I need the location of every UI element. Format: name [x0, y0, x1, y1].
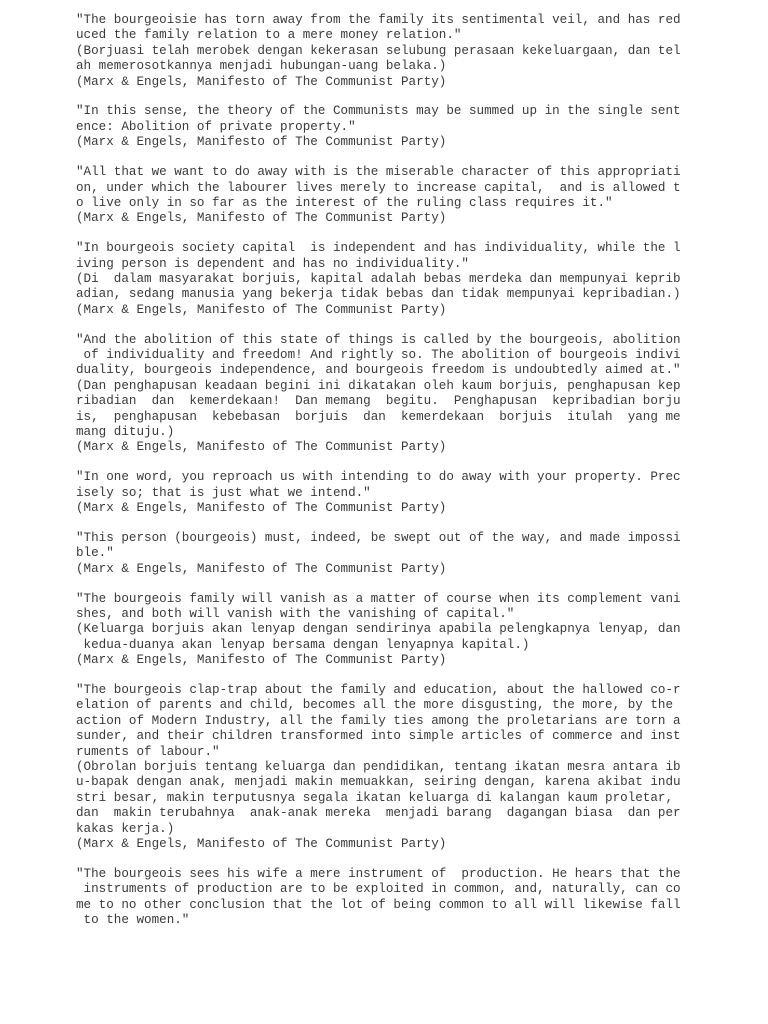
text-line: elation of parents and child, becomes all the more disgusting, the more, by the [76, 698, 674, 713]
text-line: "The bourgeois clap-trap about the family and education, about the hallowed co-r [76, 683, 681, 698]
text-line: dan makin terubahnya anak-anak mereka menjadi barang dagangan biasa dan per [76, 806, 681, 821]
text-line: "In one word, you reproach us with intending to do away with your property. Prec [76, 470, 681, 485]
text-line: on, under which the labourer lives merely to increase capital, and is allowed t [76, 180, 681, 195]
text-line: sunder, and their children transformed into simple articles of commerce and inst [76, 729, 681, 744]
text-line: (Di dalam masyarakat borjuis, kapital adalah bebas merdeka dan mempunyai keprib [76, 271, 681, 286]
text-line: (Borjuasi telah merobek dengan kekerasan selubung perasaan kekeluargaan, dan tel [76, 43, 681, 58]
text-line: is, penghapusan kebebasan borjuis dan kemerdekaan borjuis itulah yang me [76, 409, 681, 424]
text-line: kedua-duanya akan lenyap bersama dengan lenyapnya kapital.) [76, 637, 530, 652]
quote-block [76, 13, 696, 90]
text-line: uced the family relation to a mere money relation." [76, 28, 462, 43]
text-line: me to no other conclusion that the lot of being common to all will likewise fall [76, 897, 681, 912]
text-line: shes, and both will vanish with the vanishing of capital." [76, 607, 515, 621]
text-line: isely so; that is just what we intend." [76, 485, 371, 500]
text-line: mang dituju.) [76, 424, 175, 439]
text-line: (Marx & Engels, Manifesto of The Communist Party) [76, 211, 447, 226]
quote-block [76, 333, 696, 456]
quote-block [76, 241, 696, 318]
text-line: ble." [76, 546, 114, 561]
text-line: (Marx & Engels, Manifesto of The Communist Party) [76, 74, 447, 89]
text-line: action of Modern Industry, all the family ties among the proletarians are torn a [76, 713, 681, 728]
quote-block [76, 683, 696, 852]
text-line: ence: Abolition of private property." [76, 119, 356, 134]
text-line: "And the abolition of this state of things is called by the bourgeois, abolition [76, 332, 681, 347]
text-line: "In bourgeois society capital is independent and has individuality, while the l [76, 241, 681, 256]
text-line: kakas kerja.) [76, 821, 175, 836]
text-line: ribadian dan kemerdekaan! Dan memang begitu. Penghapusan kepribadian borju [76, 394, 681, 409]
text-line: "This person (bourgeois) must, indeed, be swept out of the way, and made impossi [76, 530, 681, 545]
quote-block [76, 165, 696, 227]
text-line: "The bourgeoisie has torn away from the family its sentimental veil, and has red [76, 13, 681, 27]
text-line: (Dan penghapusan keadaan begini ini dikatakan oleh kaum borjuis, penghapusan kep [76, 378, 681, 393]
text-line: instruments of production are to be exploited in common, and, naturally, can co [76, 882, 681, 897]
text-line: iving person is dependent and has no individuality." [76, 256, 469, 271]
text-line: (Marx & Engels, Manifesto of The Communist Party) [76, 302, 447, 317]
text-line: stri besar, makin terputusnya segala ikatan keluarga di kalangan kaum proletar, [76, 790, 674, 805]
quote-block [76, 104, 696, 150]
text-line: o live only in so far as the interest of the ruling class requires it." [76, 195, 613, 210]
text-line: to the women." [76, 913, 190, 928]
text-line: (Marx & Engels, Manifesto of The Communist Party) [76, 836, 447, 851]
text-line: (Marx & Engels, Manifesto of The Communist Party) [76, 135, 447, 150]
quote-block [76, 592, 696, 669]
text-line: (Marx & Engels, Manifesto of The Communist Party) [76, 653, 447, 668]
text-line: ah memerosotkannya menjadi hubungan-uang belaka.) [76, 59, 447, 74]
text-line: (Marx & Engels, Manifesto of The Communist Party) [76, 561, 447, 576]
document-body [76, 13, 696, 943]
text-line: "In this sense, the theory of the Communists may be summed up in the single sent [76, 104, 681, 119]
text-line: duality, bourgeois independence, and bourgeois freedom is undoubtedly aimed at." [76, 363, 681, 378]
text-line: "All that we want to do away with is the miserable character of this appropriati [76, 165, 681, 180]
text-line: (Marx & Engels, Manifesto of The Communist Party) [76, 440, 447, 455]
text-line: adian, sedang manusia yang bekerja tidak bebas dan tidak mempunyai kepribadian.) [76, 287, 681, 302]
text-line: "The bourgeois family will vanish as a matter of course when its complement vani [76, 591, 681, 606]
text-line: ruments of labour." [76, 744, 220, 759]
text-line: "The bourgeois sees his wife a mere instrument of production. He hears that the [76, 866, 681, 881]
text-line: (Marx & Engels, Manifesto of The Communist Party) [76, 501, 447, 516]
text-line: of individuality and freedom! And rightly so. The abolition of bourgeois indivi [76, 348, 681, 363]
text-line: u-bapak dengan anak, menjadi makin memuakkan, seiring dengan, karena akibat indu [76, 775, 681, 790]
quote-block [76, 531, 696, 577]
text-line: (Keluarga borjuis akan lenyap dengan sendirinya apabila pelengkapnya lenyap, dan [76, 622, 681, 637]
quote-block [76, 867, 696, 929]
quote-block [76, 470, 696, 516]
text-line: (Obrolan borjuis tentang keluarga dan pendidikan, tentang ikatan mesra antara ib [76, 760, 681, 775]
